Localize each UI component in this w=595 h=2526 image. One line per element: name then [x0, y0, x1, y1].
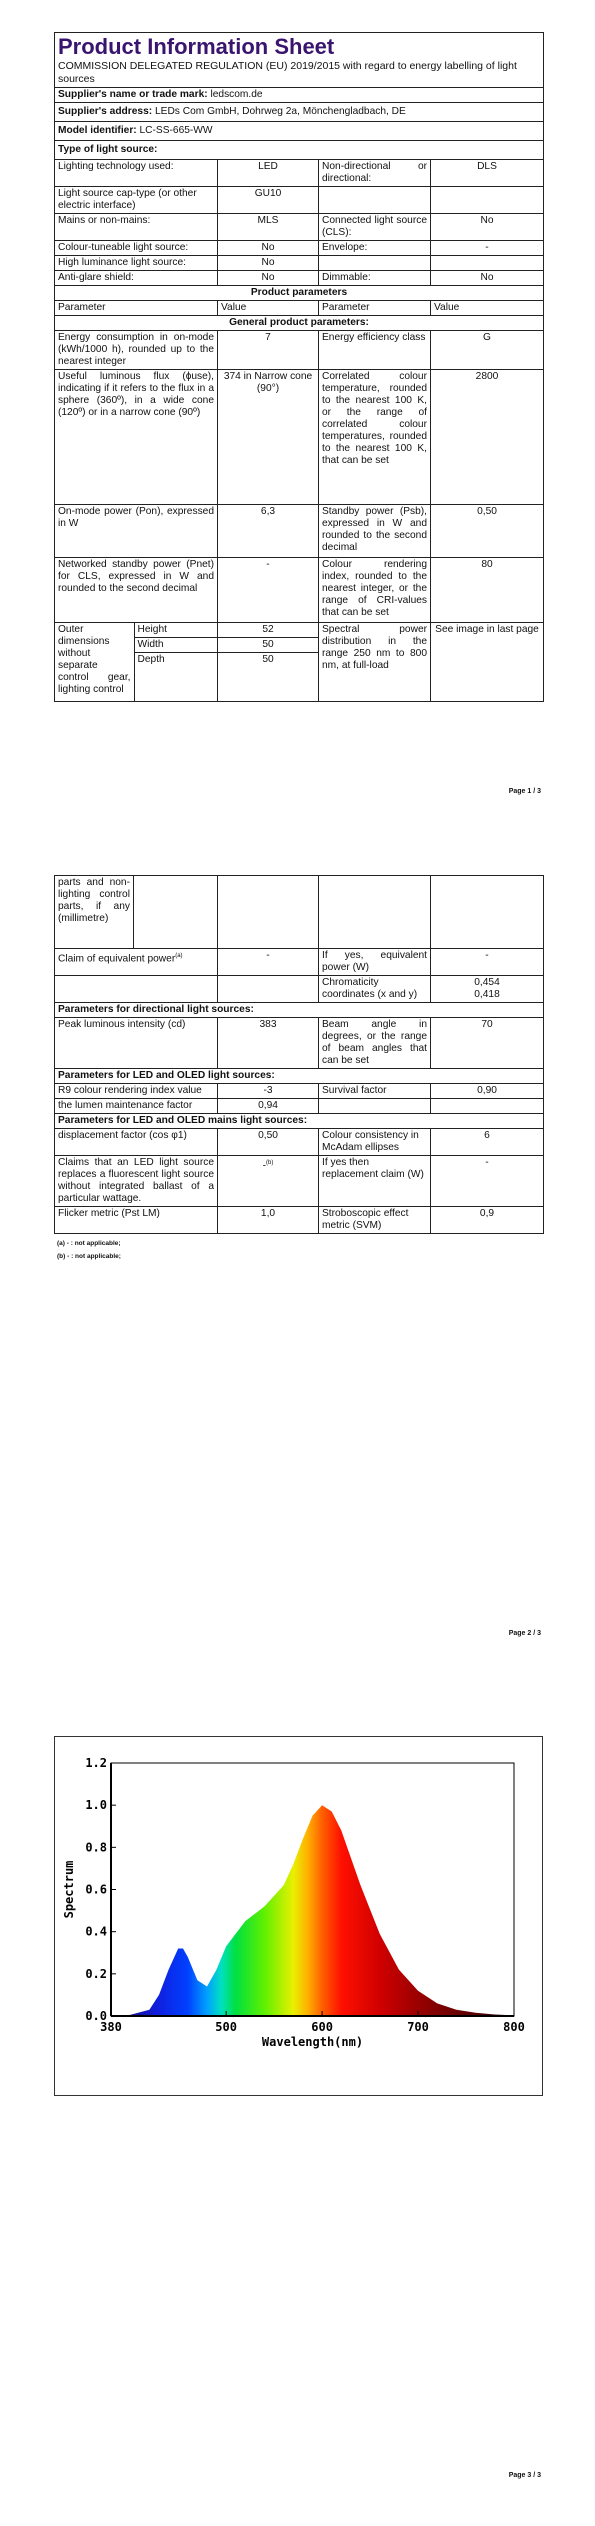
equiv-value: -	[431, 949, 544, 976]
mains-value: -	[431, 1156, 544, 1207]
mains-label: Stroboscopic effect metric (SVM)	[319, 1207, 431, 1234]
led-heading: Parameters for LED and OLED light sources:	[55, 1069, 544, 1084]
supplier-name-label: Supplier's name or trade mark:	[58, 89, 208, 100]
type-value: No	[431, 271, 544, 286]
column-header: Value	[218, 301, 319, 316]
mains-row	[55, 1156, 544, 1207]
width-label: Width	[134, 638, 218, 653]
type-label: Lighting technology used:	[55, 160, 218, 187]
mains-value: 0,50	[218, 1129, 319, 1156]
equiv-label	[55, 949, 218, 976]
x-tick-label: 800	[503, 2020, 525, 2034]
dimensions-subtable	[55, 623, 218, 701]
empty-cell	[134, 876, 218, 949]
spectrum-area	[111, 1805, 514, 2016]
equiv-value: -	[218, 949, 319, 976]
mains-label: displacement factor (cos φ1)	[55, 1129, 218, 1156]
general-value: G	[431, 331, 544, 370]
spectrum-chart-svg	[55, 1737, 542, 2095]
led-value: -3	[218, 1084, 319, 1099]
page-number: Page 2 / 3	[508, 1630, 541, 1637]
mains-label: Flicker metric (Pst LM)	[55, 1207, 218, 1234]
type-value	[431, 187, 544, 214]
supplier-name-value: ledscom.de	[210, 89, 263, 100]
footnote-a: (a) - : not applicable;	[57, 1240, 121, 1247]
general-label: Energy efficiency class	[319, 331, 431, 370]
directional-label: Beam angle in degrees, or the range of beam angles that can be set	[319, 1018, 431, 1069]
dimensions-label-continued: parts and non-lighting control parts, if any (millimetre)	[55, 876, 134, 949]
mains-value-text: -	[262, 1160, 267, 1172]
x-tick-label: 600	[311, 2020, 333, 2034]
type-value: MLS	[218, 214, 319, 241]
general-label: Networked standby power (Pnet) for CLS, expressed in W and rounded to the second decimal	[55, 558, 218, 623]
type-row	[55, 271, 544, 286]
general-value: 0,50	[431, 505, 544, 558]
led-label: R9 colour rendering index value	[55, 1084, 218, 1099]
page-title: Product Information Sheet	[58, 34, 335, 59]
general-label: Useful luminous flux (ɸuse), indicating if it refers to the flux in a sphere (360º), in a wide cone (120º) or in a narrow cone (90º)	[55, 370, 218, 505]
page-2	[0, 842, 595, 1684]
directional-value: 70	[431, 1018, 544, 1069]
supplier-address-row	[55, 103, 544, 122]
mains-row	[55, 1207, 544, 1234]
x-axis-label: Wavelength(nm)	[261, 2035, 364, 2049]
type-heading: Type of light source:	[55, 141, 544, 160]
general-label: On-mode power (Pon), expressed in W	[55, 505, 218, 558]
led-value: 0,90	[431, 1084, 544, 1099]
general-value: 7	[218, 331, 319, 370]
general-label: Correlated colour temperature, rounded to the nearest 100 K, or the range of correlated colour temperatures, rounded to the nearest 100 K, that can be set	[319, 370, 431, 505]
type-value: No	[218, 271, 319, 286]
footnote-b: (b) - : not applicable;	[57, 1253, 121, 1260]
spd-label: Spectral power distribution in the range 250 nm to 800 nm, at full-load	[319, 623, 431, 702]
model-label: Model identifier:	[58, 125, 137, 136]
type-value: No	[431, 214, 544, 241]
dimensions-cell	[55, 623, 218, 702]
y-tick-label: 0.4	[85, 1924, 107, 1939]
page-number: Page 1 / 3	[508, 788, 541, 795]
type-value: -	[431, 241, 544, 256]
info-table-page-2	[54, 875, 544, 1234]
footnote-mark: (a)	[175, 953, 183, 959]
chromaticity-row	[55, 976, 544, 1003]
supplier-name-row	[55, 88, 544, 103]
type-label: High luminance light source:	[55, 256, 218, 271]
product-parameters-heading: Product parameters	[55, 286, 544, 301]
type-label: Non-directional or directional:	[319, 160, 431, 187]
led-label	[319, 1099, 431, 1114]
depth-label: Depth	[137, 654, 165, 665]
led-row	[55, 1099, 544, 1114]
y-tick-label: 1.0	[85, 1798, 107, 1813]
page-3	[0, 1684, 595, 2526]
type-value: GU10	[218, 187, 319, 214]
type-label: Anti-glare shield:	[55, 271, 218, 286]
led-row	[55, 1084, 544, 1099]
x-tick-label: 500	[215, 2020, 237, 2034]
mains-label: Claims that an LED light source replaces a fluorescent light source without integrated ballast of a particular wattage.	[55, 1156, 218, 1207]
type-row	[55, 241, 544, 256]
empty-cell	[218, 876, 319, 949]
mains-label: If yes then replacement claim (W)	[319, 1156, 431, 1207]
led-label: Survival factor	[319, 1084, 431, 1099]
y-tick-label: 0.8	[85, 1840, 107, 1855]
dimensions-values-cell	[218, 623, 319, 702]
type-label	[319, 256, 431, 271]
equiv-row	[55, 949, 544, 976]
equiv-label: If yes, equivalent power (W)	[319, 949, 431, 976]
empty-cell	[431, 876, 544, 949]
general-row	[55, 505, 544, 558]
general-row	[55, 370, 544, 505]
mains-heading: Parameters for LED and OLED mains light sources:	[55, 1114, 544, 1129]
type-label: Envelope:	[319, 241, 431, 256]
footnote-mark: (b)	[266, 1160, 274, 1166]
type-label: Light source cap-type (or other electric interface)	[55, 187, 218, 214]
width-value: 50	[218, 638, 318, 653]
led-label: the lumen maintenance factor	[55, 1099, 218, 1114]
general-row	[55, 331, 544, 370]
type-value: DLS	[431, 160, 544, 187]
type-value: LED	[218, 160, 319, 187]
general-parameters-heading: General product parameters:	[55, 316, 544, 331]
empty-cell	[55, 976, 218, 1003]
directional-row	[55, 1018, 544, 1069]
supplier-address-value: LEDs Com GmbH, Dohrweg 2a, Mönchengladbach, DE	[154, 106, 406, 117]
y-tick-label: 0.6	[85, 1882, 107, 1897]
column-header: Value	[431, 301, 544, 316]
general-value: 80	[431, 558, 544, 623]
height-value: 52	[218, 623, 318, 638]
model-row	[55, 122, 544, 141]
general-label: Energy consumption in on-mode (kWh/1000 h), rounded up to the nearest integer	[55, 331, 218, 370]
general-row	[55, 558, 544, 623]
general-label: Standby power (Psb), expressed in W and rounded to the second decimal	[319, 505, 431, 558]
depth-value: 50	[262, 654, 274, 665]
directional-heading: Parameters for directional light sources:	[55, 1003, 544, 1018]
general-value: 374 in Narrow cone (90°)	[218, 370, 319, 505]
y-axis-label: Spectrum	[62, 1860, 76, 1919]
general-value: 6,3	[218, 505, 319, 558]
type-row	[55, 214, 544, 241]
sheet-frame-page-2	[54, 875, 543, 1263]
type-label: Dimmable:	[319, 271, 431, 286]
equiv-label-text: Claim of equivalent power	[58, 953, 176, 965]
supplier-address-label: Supplier's address:	[58, 106, 153, 117]
type-row	[55, 187, 544, 214]
type-label: Mains or non-mains:	[55, 214, 218, 241]
mains-value: 0,9	[431, 1207, 544, 1234]
led-value: 0,94	[218, 1099, 319, 1114]
mains-value: 1,0	[218, 1207, 319, 1234]
sheet-frame-page-1	[54, 32, 543, 702]
mains-row	[55, 1129, 544, 1156]
directional-value: 383	[218, 1018, 319, 1069]
column-header: Parameter	[319, 301, 431, 316]
y-tick-label: 0.0	[85, 2009, 107, 2023]
mains-value: 6	[431, 1129, 544, 1156]
dimensions-label: Outer dimensions without separate control gear, lighting control	[55, 623, 134, 701]
info-table-page-1	[54, 32, 544, 702]
type-value: No	[218, 241, 319, 256]
x-tick-label: 700	[407, 2020, 429, 2034]
mains-label: Colour consistency in McAdam ellipses	[319, 1129, 431, 1156]
type-row	[55, 256, 544, 271]
spectrum-chart	[54, 1736, 543, 2096]
regulation-text: COMMISSION DELEGATED REGULATION (EU) 2019/2015 with regard to energy labelling of light sources	[58, 60, 517, 85]
directional-label: Peak luminous intensity (cd)	[55, 1018, 218, 1069]
chromaticity-value: 0,454 0,418	[431, 976, 544, 1003]
height-label: Height	[134, 623, 218, 638]
type-label: Connected light source (CLS):	[319, 214, 431, 241]
header-cell	[55, 33, 544, 88]
spd-value: See image in last page	[431, 623, 544, 702]
type-row	[55, 160, 544, 187]
footnotes	[57, 1237, 546, 1263]
type-label	[319, 187, 431, 214]
dimensions-continued-row	[55, 876, 544, 949]
page-1	[0, 0, 595, 842]
dimensions-row	[55, 623, 544, 702]
spectrum-area-layer	[110, 1805, 514, 2017]
empty-cell	[319, 876, 431, 949]
y-tick-label: 1.2	[85, 1756, 107, 1770]
type-value: No	[218, 256, 319, 271]
chromaticity-label: Chromaticity coordinates (x and y)	[319, 976, 431, 1003]
empty-cell	[218, 976, 319, 1003]
model-value: LC-SS-665-WW	[139, 125, 213, 136]
column-header: Parameter	[55, 301, 218, 316]
page-number: Page 3 / 3	[508, 2472, 541, 2479]
general-value: 2800	[431, 370, 544, 505]
y-tick-label: 0.2	[85, 1966, 107, 1981]
type-value	[431, 256, 544, 271]
led-value	[431, 1099, 544, 1114]
type-label: Colour-tuneable light source:	[55, 241, 218, 256]
general-label: Colour rendering index, rounded to the nearest integer, or the range of CRI-values that can be set	[319, 558, 431, 623]
mains-value	[218, 1156, 319, 1207]
general-value: -	[218, 558, 319, 623]
column-header-row	[55, 301, 544, 316]
x-tick-label: 380	[100, 2020, 122, 2034]
